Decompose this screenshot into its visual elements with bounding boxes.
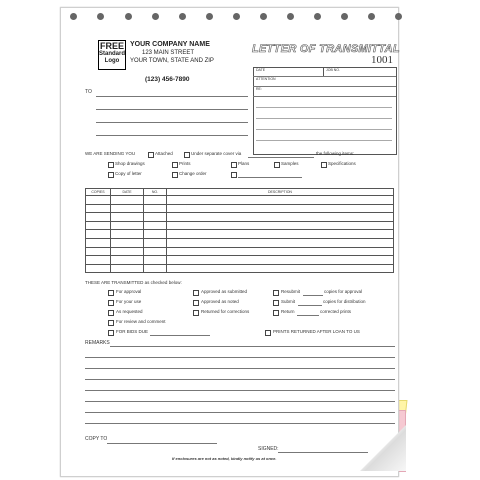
samples-label: Samples bbox=[281, 161, 299, 166]
company-street: 123 MAIN STREET bbox=[142, 50, 195, 56]
to-label: TO bbox=[85, 89, 92, 95]
prints-returned-checkbox[interactable] bbox=[265, 330, 271, 336]
logo-logo-text: Logo bbox=[104, 57, 120, 64]
copy-to-line[interactable] bbox=[107, 443, 217, 444]
approved-as-noted-checkbox[interactable] bbox=[193, 300, 199, 306]
plans-label: Plans bbox=[238, 161, 250, 166]
sending-label: WE ARE SENDING YOU bbox=[85, 151, 136, 156]
remarks-line[interactable] bbox=[85, 401, 395, 402]
sprocket-hole bbox=[341, 13, 348, 20]
attached-label: Attached bbox=[155, 151, 173, 156]
return-label: Return bbox=[281, 309, 295, 314]
specifications-label: Specifications bbox=[328, 161, 356, 166]
table-row[interactable] bbox=[86, 256, 394, 265]
document-title: LETTER OF TRANSMITTAL bbox=[252, 43, 400, 55]
sprocket-hole bbox=[179, 13, 186, 20]
return-checkbox[interactable] bbox=[273, 310, 279, 316]
samples-checkbox[interactable] bbox=[274, 162, 280, 168]
company-logo bbox=[98, 40, 126, 70]
table-row[interactable] bbox=[86, 238, 394, 247]
as-requested-checkbox[interactable] bbox=[108, 310, 114, 316]
sprocket-hole bbox=[70, 13, 77, 20]
logo-standard-text: Standard bbox=[99, 51, 126, 57]
prints-returned-label: PRINTS RETURNED AFTER LOAN TO US bbox=[273, 329, 360, 334]
for-review-label: For review and comment bbox=[116, 319, 166, 324]
change-order-checkbox[interactable] bbox=[172, 172, 178, 178]
submit-label: Submit bbox=[281, 299, 296, 304]
to-line[interactable] bbox=[96, 122, 248, 123]
remarks-label: REMARKS bbox=[85, 340, 110, 346]
prints-label: Prints bbox=[179, 161, 191, 166]
to-line[interactable] bbox=[96, 109, 248, 110]
sprocket-hole bbox=[206, 13, 213, 20]
for-approval-label: For approval bbox=[116, 289, 142, 294]
signature-line[interactable] bbox=[278, 452, 368, 453]
date-label: DATE bbox=[256, 68, 266, 72]
to-line[interactable] bbox=[96, 135, 248, 136]
table-row[interactable] bbox=[86, 196, 394, 205]
table-row[interactable] bbox=[86, 213, 394, 222]
attached-checkbox[interactable] bbox=[148, 152, 154, 158]
copy-of-letter-label: Copy of letter bbox=[115, 171, 142, 176]
company-phone: (123) 456-7890 bbox=[145, 76, 190, 83]
submit-checkbox[interactable] bbox=[273, 300, 279, 306]
table-row[interactable] bbox=[86, 230, 394, 239]
separate-cover-line[interactable] bbox=[248, 157, 314, 158]
to-line[interactable] bbox=[96, 96, 248, 97]
shop-drawings-label: Shop drawings bbox=[115, 161, 145, 166]
for-approval-checkbox[interactable] bbox=[108, 290, 114, 296]
sprocket-hole bbox=[314, 13, 321, 20]
other-checkbox[interactable] bbox=[231, 172, 237, 178]
for-bids-due-checkbox[interactable] bbox=[108, 330, 114, 336]
separate-cover-checkbox[interactable] bbox=[184, 152, 190, 158]
table-header-date: DATE bbox=[111, 189, 144, 196]
footer-note: If enclosures are not as noted, kindly notify us at once. bbox=[172, 456, 277, 461]
return-line[interactable] bbox=[297, 315, 319, 316]
company-name: YOUR COMPANY NAME bbox=[130, 41, 210, 48]
prints-checkbox[interactable] bbox=[172, 162, 178, 168]
sprocket-hole bbox=[287, 13, 294, 20]
approved-as-submitted-checkbox[interactable] bbox=[193, 290, 199, 296]
shop-drawings-checkbox[interactable] bbox=[108, 162, 114, 168]
copy-of-letter-checkbox[interactable] bbox=[108, 172, 114, 178]
copies-for-distribution-label: copies for distribution bbox=[323, 299, 366, 304]
job-no-label: JOB NO. bbox=[326, 68, 341, 72]
resubmit-label: Resubmit bbox=[281, 289, 301, 294]
for-bids-due-label: FOR BIDS DUE bbox=[116, 329, 149, 334]
re-label: RE: bbox=[256, 87, 262, 91]
remarks-line[interactable] bbox=[85, 379, 395, 380]
sprocket-hole bbox=[233, 13, 240, 20]
for-review-checkbox[interactable] bbox=[108, 320, 114, 326]
company-city: YOUR TOWN, STATE AND ZIP bbox=[130, 58, 214, 64]
table-row[interactable] bbox=[86, 221, 394, 230]
separate-cover-label: Under separate cover via bbox=[191, 151, 242, 156]
as-requested-label: As requested bbox=[116, 309, 143, 314]
other-line[interactable] bbox=[238, 177, 302, 178]
corrected-prints-label: corrected prints bbox=[320, 309, 352, 314]
sprocket-hole bbox=[97, 13, 104, 20]
returned-for-corrections-checkbox[interactable] bbox=[193, 310, 199, 316]
sprocket-hole bbox=[395, 13, 402, 20]
transmitted-label: THESE ARE TRANSMITTED as checked below: bbox=[85, 280, 182, 285]
table-row[interactable] bbox=[86, 204, 394, 213]
items-table bbox=[85, 188, 394, 273]
remarks-line[interactable] bbox=[85, 423, 395, 424]
approved-as-noted-label: Approved as noted bbox=[201, 299, 239, 304]
remarks-line[interactable] bbox=[85, 368, 395, 369]
submit-line[interactable] bbox=[298, 305, 322, 306]
table-row[interactable] bbox=[86, 247, 394, 256]
sprocket-hole bbox=[125, 13, 132, 20]
specifications-checkbox[interactable] bbox=[321, 162, 327, 168]
remarks-line[interactable] bbox=[85, 390, 395, 391]
attention-label: ATTENTION bbox=[256, 77, 276, 81]
bids-due-line[interactable] bbox=[150, 335, 210, 336]
returned-for-corrections-label: Returned for corrections bbox=[201, 309, 250, 314]
plans-checkbox[interactable] bbox=[231, 162, 237, 168]
for-your-use-label: For your use bbox=[116, 299, 142, 304]
remarks-line[interactable] bbox=[85, 357, 395, 358]
sprocket-hole bbox=[260, 13, 267, 20]
table-header-copies: COPIES bbox=[86, 189, 111, 196]
document-number: 1001 bbox=[371, 54, 393, 66]
resubmit-checkbox[interactable] bbox=[273, 290, 279, 296]
table-row[interactable] bbox=[86, 264, 394, 273]
table-header-description: DESCRIPTION bbox=[167, 189, 394, 196]
for-your-use-checkbox[interactable] bbox=[108, 300, 114, 306]
change-order-label: Change order bbox=[179, 171, 207, 176]
table-header-no: NO. bbox=[144, 189, 167, 196]
remarks-line[interactable] bbox=[85, 412, 395, 413]
approved-as-submitted-label: Approved as submitted bbox=[201, 289, 248, 294]
following-items-label: the following items: bbox=[316, 151, 355, 156]
resubmit-line[interactable] bbox=[303, 295, 323, 296]
remarks-line[interactable] bbox=[110, 346, 395, 347]
logo-free-text: FREE bbox=[99, 41, 124, 51]
signed-label: SIGNED: bbox=[258, 446, 279, 452]
sprocket-hole bbox=[368, 13, 375, 20]
sprocket-hole bbox=[152, 13, 159, 20]
copies-for-approval-label: copies for approval bbox=[324, 289, 363, 294]
copy-to-label: COPY TO bbox=[85, 436, 108, 442]
